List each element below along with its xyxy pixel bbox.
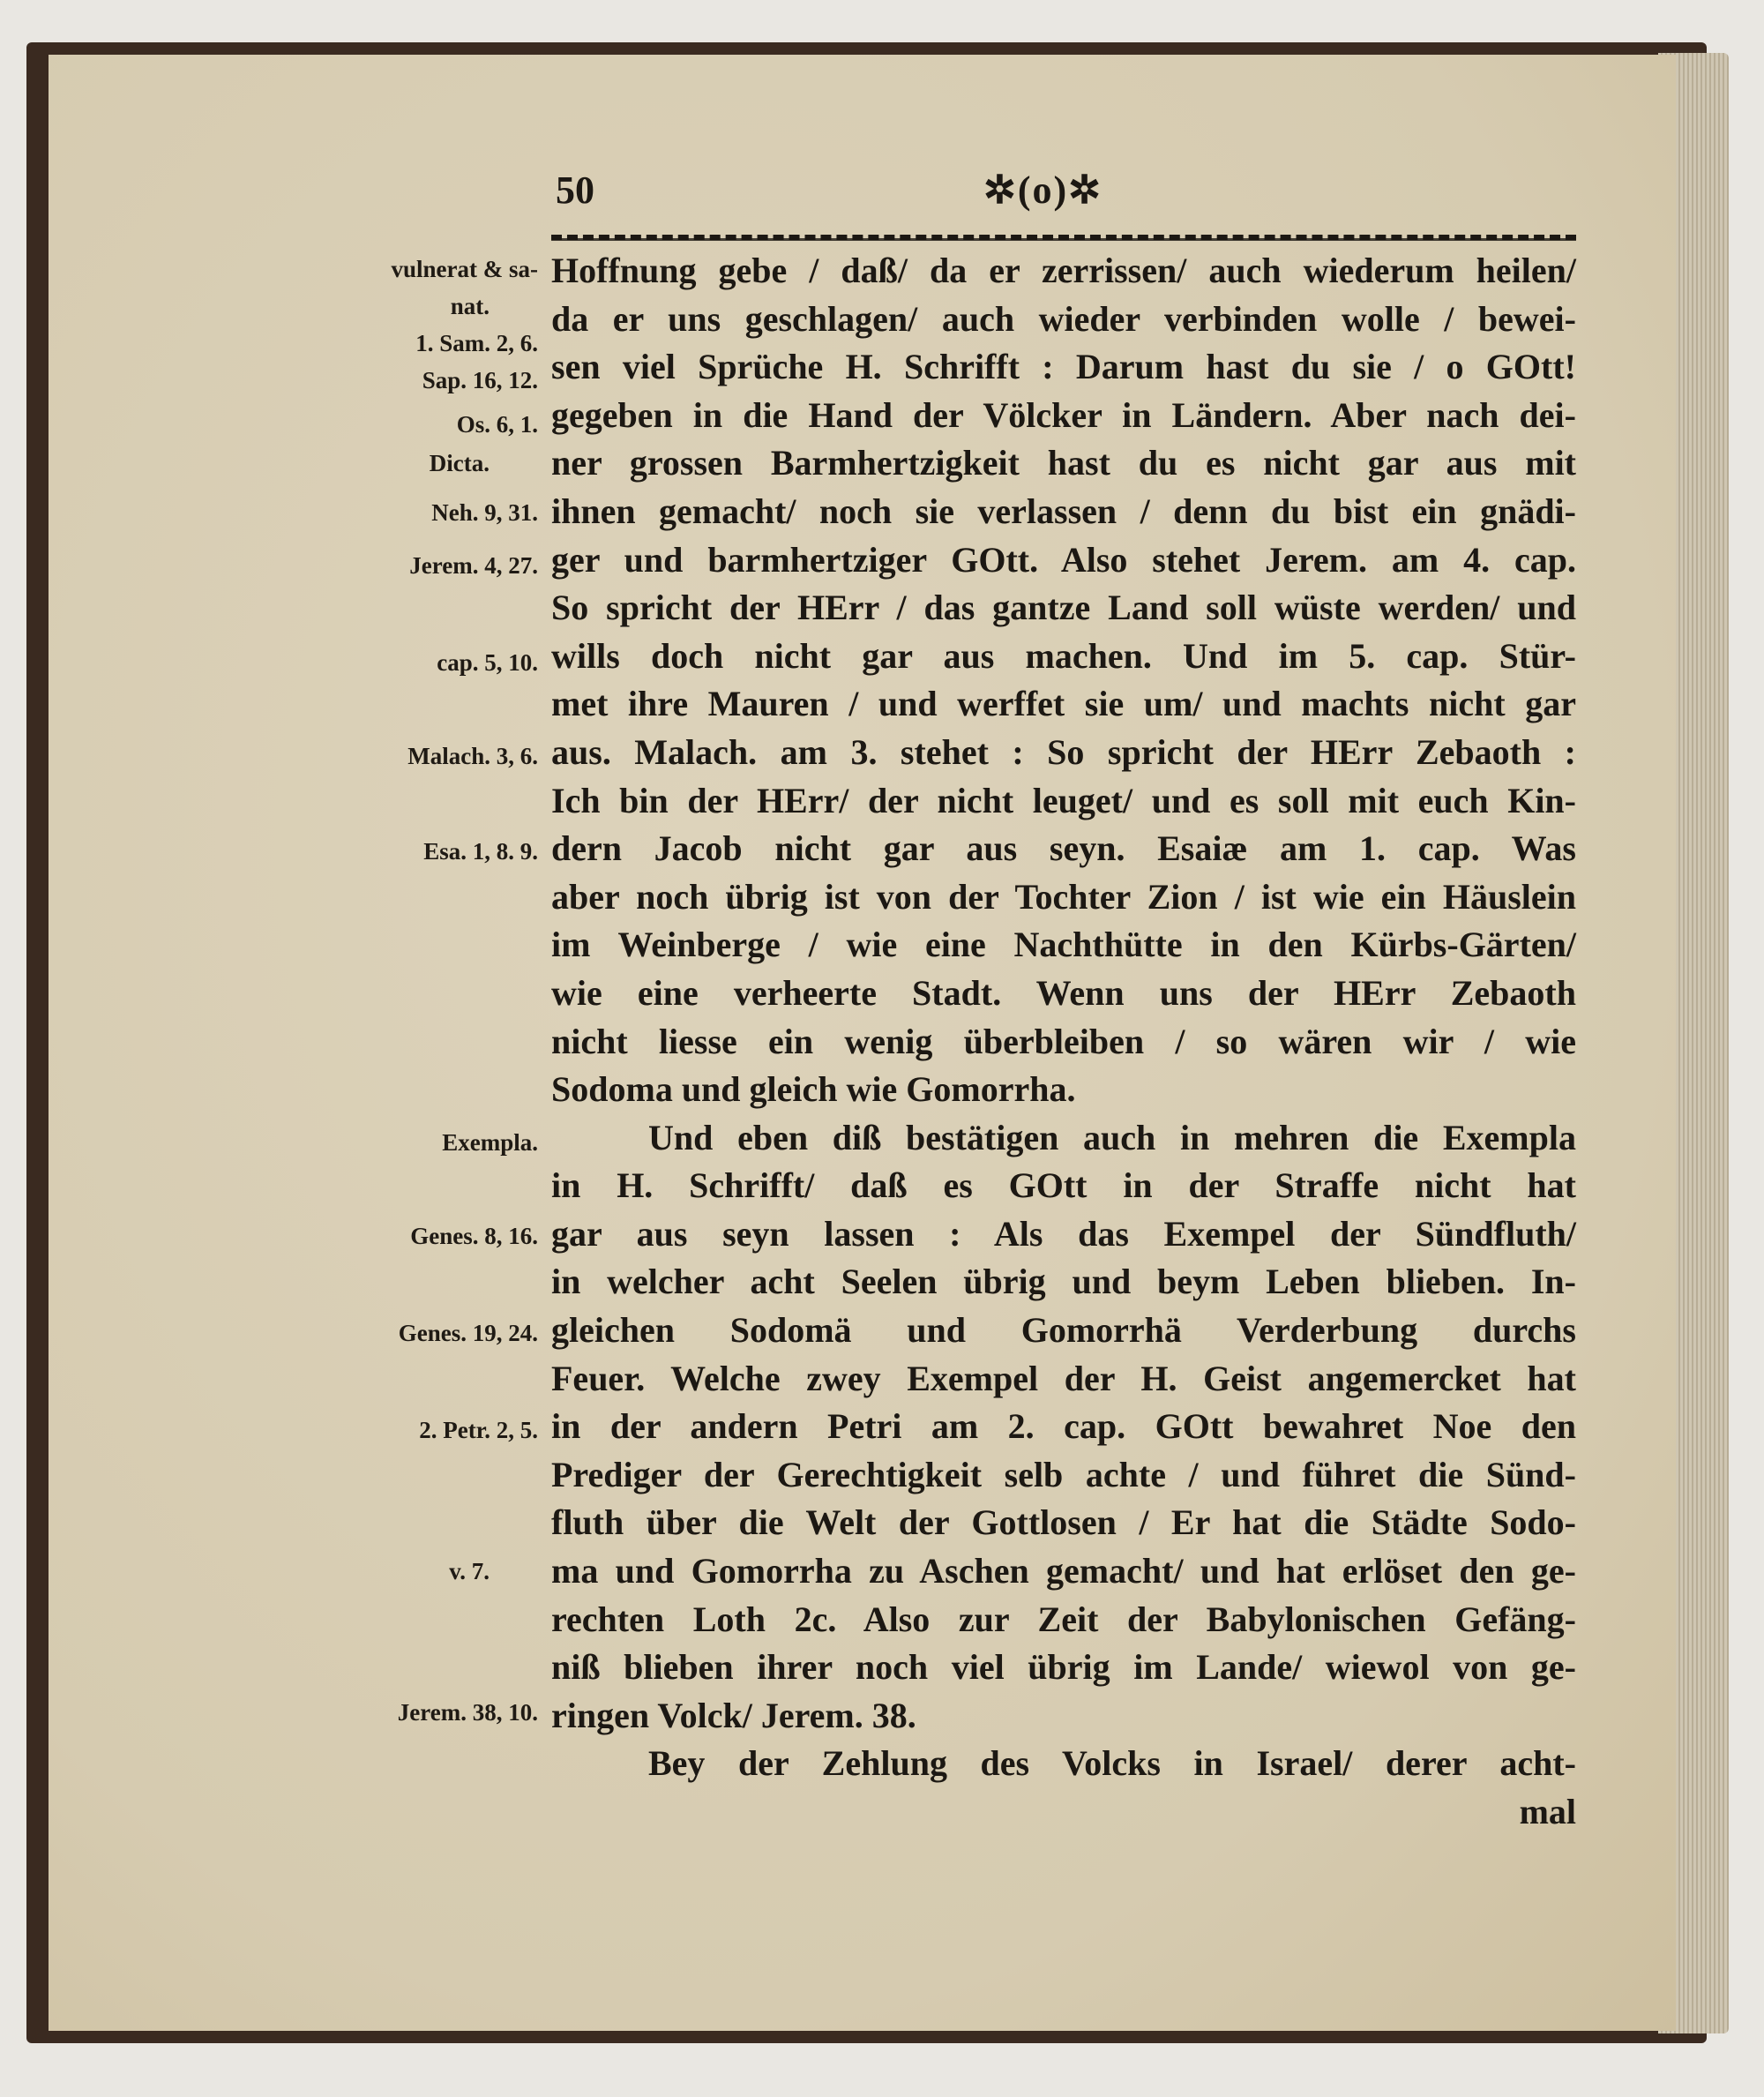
text-line	[551, 1066, 1576, 1114]
text-line-content: in welcher acht Seelen übrig und beym Leben blieben. In-	[551, 1262, 1576, 1302]
text-line	[551, 1355, 1576, 1404]
text-line-content: So spricht der HErr / das gantze Land soll wüste werden/ und	[551, 588, 1576, 628]
margin-note: vulnerat & sa-	[391, 256, 538, 282]
margin-note: Sap. 16, 12.	[422, 367, 538, 393]
text-line-content: rechten Loth 2c. Also zur Zeit der Babylonischen Gefäng-	[551, 1599, 1576, 1639]
text-line	[551, 247, 1576, 296]
text-line-content: gegeben in die Hand der Völcker in Ländern. Aber nach dei-	[551, 394, 1576, 435]
text-line	[551, 970, 1576, 1018]
text-line	[551, 1307, 1576, 1355]
text-line	[551, 1644, 1576, 1692]
text-line	[551, 488, 1576, 536]
text-line	[551, 873, 1576, 922]
text-line-content: Hoffnung gebe / daß/ da er zerrissen/ auch wiederum heilen/	[551, 251, 1576, 290]
text-line-content: wie eine verheerte Stadt. Wenn uns der HErr Zebaoth	[551, 972, 1576, 1013]
text-line-content: fluth über die Welt der Gottlosen / Er hat die Städte Sodo-	[551, 1502, 1576, 1543]
text-line	[551, 439, 1576, 488]
margin-note: Malach. 3, 6.	[407, 743, 538, 769]
text-line	[551, 392, 1576, 440]
margin-note: Genes. 19, 24.	[398, 1320, 538, 1346]
text-line-content: ihnen gemacht/ noch sie verlassen / denn du bist ein gnädi-	[551, 491, 1576, 531]
text-line-content: nicht liesse ein wenig überbleiben / so wären wir / wie	[551, 1021, 1576, 1061]
text-line-content: in H. Schrifft/ daß es GOtt in der Straffe nicht hat	[551, 1165, 1576, 1206]
text-line	[551, 1258, 1576, 1307]
text-line-content: gleichen Sodomä und Gomorrhä Verderbung durchs	[551, 1310, 1576, 1351]
text-line-content: Feuer. Welche zwey Exempel der H. Geist angemercket hat	[551, 1358, 1576, 1398]
text-line-content: dern Jacob nicht gar aus seyn. Esaiæ am 1. cap. Was	[551, 828, 1576, 869]
margin-note: v. 7.	[449, 1558, 490, 1584]
margin-note: 1. Sam. 2, 6.	[415, 330, 538, 356]
text-line	[551, 1740, 1576, 1788]
text-line-content: in der andern Petri am 2. cap. GOtt bewahret Noe den	[551, 1406, 1576, 1447]
text-line-content: ma und Gomorrha zu Aschen gemacht/ und hat erlöset den ge-	[551, 1551, 1576, 1591]
text-line	[551, 1403, 1576, 1451]
text-line-content: niß blieben ihrer noch viel übrig im Lande/ wiewol von ge-	[551, 1647, 1576, 1688]
text-line	[551, 1547, 1576, 1596]
page-header	[551, 168, 1574, 221]
text-line	[551, 825, 1576, 873]
text-line-content: Bey der Zehlung des Volcks in Israel/ derer acht-	[648, 1743, 1576, 1784]
text-line	[551, 343, 1576, 392]
header-ornament: ✲(o)✲	[983, 169, 1103, 212]
text-line-content: aus. Malach. am 3. stehet : So spricht der HErr Zebaoth :	[551, 731, 1576, 772]
page-number: 50	[556, 169, 594, 212]
text-line-content: Und eben diß bestätigen auch in mehren die Exempla	[648, 1117, 1576, 1157]
margin-note: Dicta.	[429, 450, 490, 476]
text-line	[551, 921, 1576, 970]
text-line-content: aber noch übrig ist von der Tochter Zion / ist wie ein Häuslein	[551, 876, 1576, 917]
margin-note: Exempla.	[442, 1129, 538, 1156]
text-line-content: Ich bin der HErr/ der nicht leuget/ und es soll mit euch Kin-	[551, 780, 1576, 820]
text-line	[551, 1451, 1576, 1500]
text-line-content: Sodoma und gleich wie Gomorrha.	[551, 1069, 1076, 1110]
text-line	[551, 729, 1576, 777]
text-line	[551, 633, 1576, 681]
text-line	[551, 680, 1576, 729]
text-line-content: gar aus seyn lassen : Als das Exempel der Sündfluth/	[551, 1213, 1576, 1254]
text-line-content: Prediger der Gerechtigkeit selb achte / und führet die Sünd-	[551, 1454, 1576, 1494]
text-line-content: sen viel Sprüche H. Schrifft : Darum hast du sie / o GOtt!	[551, 347, 1576, 387]
text-line-content: da er uns geschlagen/ auch wieder verbinden wolle / bewei-	[551, 298, 1576, 339]
text-line	[551, 1788, 1576, 1837]
margin-note: Neh. 9, 31.	[431, 499, 538, 526]
margin-note: 2. Petr. 2, 5.	[419, 1417, 538, 1443]
header-rule-line	[551, 238, 1576, 241]
text-line	[551, 1018, 1576, 1067]
margin-note: Esa. 1, 8. 9.	[423, 838, 538, 865]
text-line	[551, 777, 1576, 826]
margin-note: cap. 5, 10.	[437, 649, 538, 676]
text-line	[551, 1162, 1576, 1210]
text-line-content: met ihre Mauren / und werffet sie um/ und machts nicht gar	[551, 684, 1576, 724]
text-line	[551, 1210, 1576, 1259]
text-line	[551, 1596, 1576, 1644]
margin-note: Os. 6, 1.	[456, 411, 538, 438]
text-line	[551, 536, 1576, 585]
text-line	[551, 296, 1576, 344]
text-line	[551, 1499, 1576, 1547]
text-line-content: ger und barmhertziger GOtt. Also stehet Jerem. am 4. cap.	[551, 539, 1576, 580]
text-block	[391, 247, 1576, 1837]
text-line-content: ringen Volck/ Jerem. 38.	[551, 1695, 916, 1735]
margin-note: nat.	[450, 293, 490, 319]
text-line-content: ner grossen Barmhertzigkeit hast du es nicht gar aus mit	[551, 443, 1576, 483]
text-line-content: im Weinberge / wie eine Nachthütte in den Kürbs-Gärten/	[551, 925, 1576, 965]
margin-note: Jerem. 38, 10.	[397, 1699, 538, 1726]
margin-note: Jerem. 4, 27.	[409, 552, 538, 579]
text-line-content: mal	[1519, 1792, 1576, 1831]
text-line	[551, 1114, 1576, 1163]
text-line-content: wills doch nicht gar aus machen. Und im 5. cap. Stür-	[551, 635, 1576, 676]
text-line	[551, 584, 1576, 633]
text-line	[551, 1692, 1576, 1741]
margin-note: Genes. 8, 16.	[410, 1223, 538, 1249]
